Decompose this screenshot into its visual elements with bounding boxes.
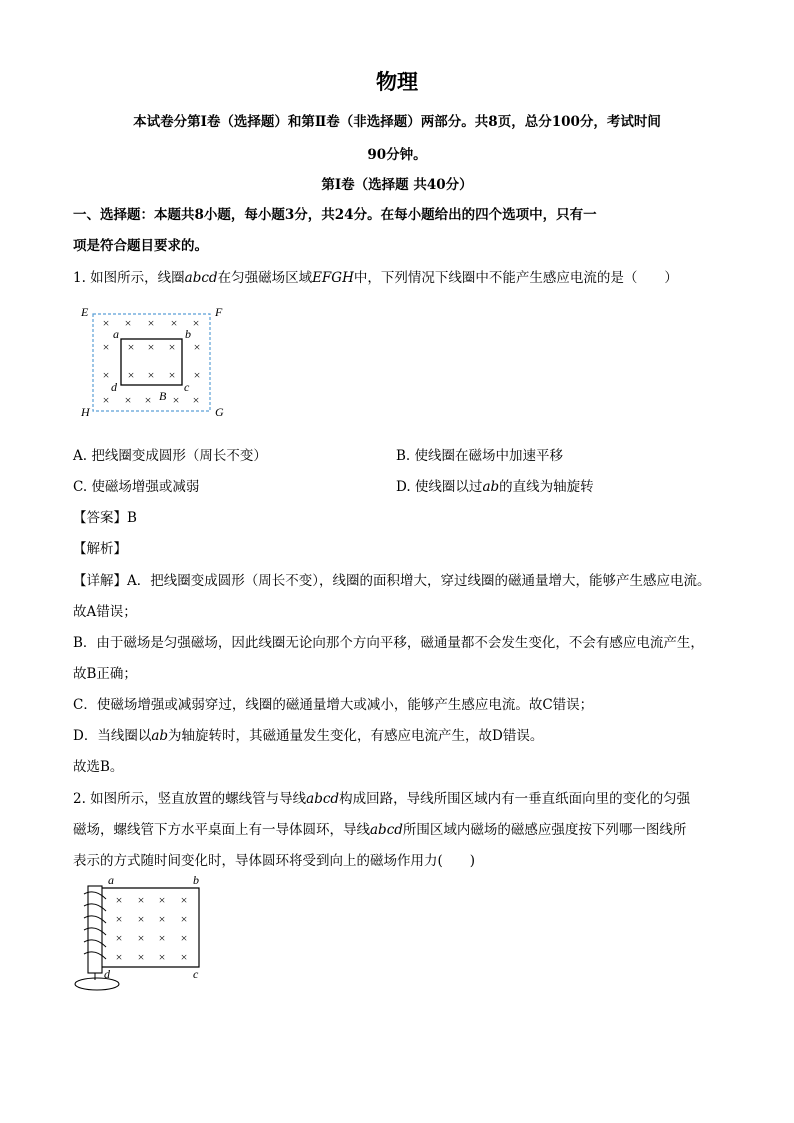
coil-label-c: c <box>184 380 190 394</box>
solenoid-tube <box>88 886 102 973</box>
field-cross: × <box>180 931 188 945</box>
q1-detail-line4: 故B正确； <box>73 666 137 682</box>
field-cross: × <box>115 893 123 907</box>
q1-detail-line1: 【详解】A．把线圈变成圆形（周长不变），线圈的面积增大，穿过线圈的磁通量增大，能够产生感应电流。 <box>73 573 711 589</box>
q2-field-crosses <box>116 893 188 964</box>
field-cross: × <box>147 316 155 330</box>
q1-stem-suffix: 中，下列情况下线圈中不能产生感应电流的是（ ） <box>353 270 678 286</box>
field-cross: × <box>192 393 200 407</box>
field-cross: × <box>115 912 123 926</box>
part-title: 第Ⅰ卷（选择题 共40分） <box>321 177 473 193</box>
q1-option-d <box>396 475 594 495</box>
q2-figure <box>70 872 210 994</box>
q1-option-d-suffix: 的直线为轴旋转 <box>499 479 594 495</box>
q2-stem-line3: 表示的方式随时间变化时，导体圆环将受到向上的磁场作用力( ) <box>73 853 476 869</box>
q2-line1-var: abcd <box>306 791 340 807</box>
q2-line1-prefix: 2. 如图所示，竖直放置的螺线管与导线 <box>73 791 307 807</box>
field-cross: × <box>144 393 152 407</box>
field-cross: × <box>180 912 188 926</box>
q1-stem-mid: 在匀强磁场区域 <box>217 270 313 286</box>
conductor-ring <box>75 978 119 990</box>
coil-label-b: b <box>185 327 191 341</box>
field-cross: × <box>193 340 201 354</box>
field-cross: × <box>170 316 178 330</box>
exam-intro-line1: 本试卷分第Ⅰ卷（选择题）和第Ⅱ卷（非选择题）两部分。共8页，总分100分，考试时间 <box>133 114 661 130</box>
q1-detail6-var: ab <box>151 728 169 744</box>
field-cross: × <box>115 931 123 945</box>
field-cross: × <box>115 950 123 964</box>
q1-option-c: C. 使磁场增强或减弱 <box>73 479 200 495</box>
q1-option-a: A. 把线圈变成圆形（周长不变） <box>73 448 267 464</box>
exam-intro-line2: 90分钟。 <box>367 147 427 163</box>
corner-label-h: H <box>81 405 90 419</box>
q2-stem-line2 <box>73 818 686 838</box>
q2-line1-suffix: 构成回路，导线所围区域内有一垂直纸面向里的变化的匀强 <box>339 791 691 807</box>
section-heading-line2: 项是符合题目要求的。 <box>73 238 208 254</box>
field-cross: × <box>158 950 166 964</box>
q1-option-d-var: ab <box>482 479 500 495</box>
field-cross: × <box>147 368 155 382</box>
field-cross: × <box>180 950 188 964</box>
q1-stem <box>73 266 678 286</box>
corner-label-e: E <box>81 305 89 319</box>
q2-label-d: d <box>104 967 110 981</box>
solenoid-windings <box>84 892 106 959</box>
field-cross: × <box>137 893 145 907</box>
q2-stem-line1 <box>73 787 690 807</box>
q1-detail-line2: 故A错误； <box>73 604 137 620</box>
field-cross: × <box>158 931 166 945</box>
q1-figure <box>76 300 236 425</box>
section-heading-line1: 一、选择题：本题共8小题，每小题3分，共24分。在每小题给出的四个选项中，只有一 <box>73 207 597 223</box>
q1-detail-line3: B．由于磁场是匀强磁场，因此线圈无论向那个方向平移，磁通量都不会发生变化，不会有感应电流产生， <box>73 635 704 651</box>
field-cross: × <box>124 316 132 330</box>
q1-analysis-label: 【解析】 <box>73 541 127 557</box>
q2-line2-suffix: 所围区域内磁场的磁感应强度按下列哪一图线所 <box>402 822 687 838</box>
field-cross: × <box>137 950 145 964</box>
q1-stem-var-region: EFGH <box>312 270 354 286</box>
field-cross: × <box>124 393 132 407</box>
field-cross: × <box>102 340 110 354</box>
q2-label-a: a <box>108 873 114 887</box>
field-cross: × <box>137 912 145 926</box>
field-cross: × <box>168 368 176 382</box>
coil-label-d: d <box>111 380 117 394</box>
field-cross: × <box>193 368 201 382</box>
q1-stem-prefix: 1. 如图所示，线圈 <box>73 270 185 286</box>
q1-detail6-suffix: 为轴旋转时，其磁通量发生变化，有感应电流产生，故D错误。 <box>168 728 544 744</box>
coil-label-a: a <box>113 327 119 341</box>
field-cross: × <box>158 893 166 907</box>
page-title: 物理 <box>376 69 418 94</box>
field-cross: × <box>158 912 166 926</box>
field-cross: × <box>147 340 155 354</box>
field-label-b: B <box>159 389 167 403</box>
q1-stem-var-coil: abcd <box>184 270 218 286</box>
field-cross: × <box>168 340 176 354</box>
field-cross: × <box>102 393 110 407</box>
q2-line2-var: abcd <box>370 822 403 838</box>
corner-label-g: G <box>215 405 224 419</box>
q2-line2-prefix: 磁场，螺线管下方水平桌面上有一导体圆环，导线 <box>73 822 370 838</box>
field-cross: × <box>192 316 200 330</box>
field-cross: × <box>127 340 135 354</box>
corner-label-f: F <box>215 305 223 319</box>
q1-answer: 【答案】B <box>73 510 137 526</box>
field-cross: × <box>180 893 188 907</box>
q1-detail-line6 <box>73 724 543 744</box>
q2-label-b: b <box>193 873 199 887</box>
q1-conclusion: 故选B。 <box>73 759 124 775</box>
q2-label-c: c <box>193 967 199 981</box>
field-cross: × <box>102 368 110 382</box>
field-cross: × <box>102 316 110 330</box>
field-cross: × <box>172 393 180 407</box>
q1-option-b: B. 使线圈在磁场中加速平移 <box>396 448 564 464</box>
q1-detail-line5: C．使磁场增强或减弱穿过，线圈的磁通量增大或减小，能够产生感应电流。故C错误； <box>73 697 594 713</box>
q1-detail6-prefix: D．当线圈以 <box>73 728 152 744</box>
field-cross: × <box>137 931 145 945</box>
q1-option-d-prefix: D. 使线圈以过 <box>396 479 483 495</box>
field-cross: × <box>127 368 135 382</box>
